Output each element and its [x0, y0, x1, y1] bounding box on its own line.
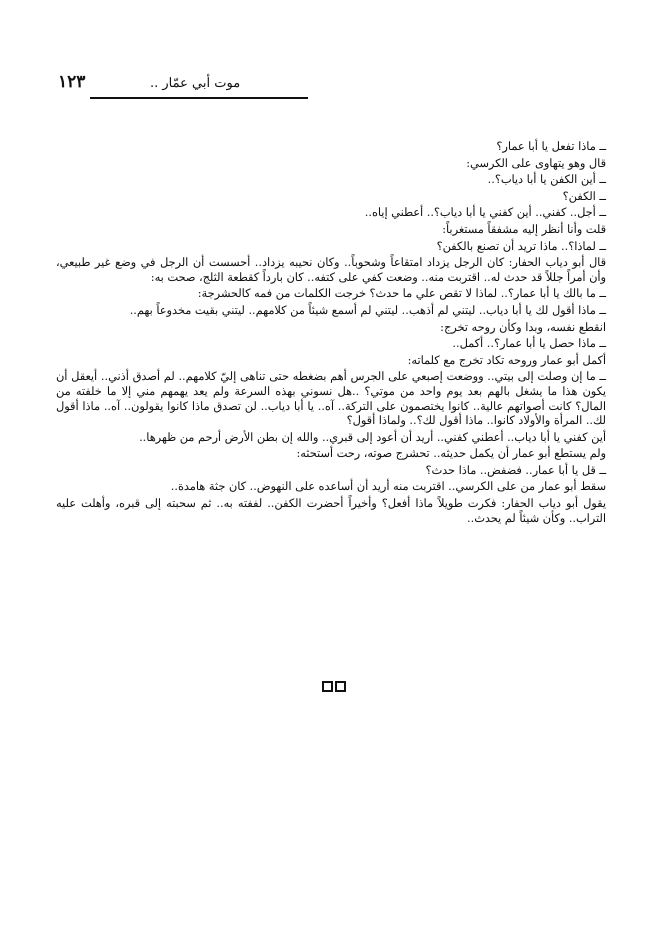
- paragraph: ولم يستطع أبو عمار أن يكمل حديثه.. تحشرج صوته، رحت أستحثه:: [296, 447, 606, 461]
- running-title: موت أبي عمّار ..: [150, 76, 241, 91]
- end-mark: [322, 681, 348, 695]
- paragraph: ــ ماذا حصل يا أبا عمار؟.. أكمل..: [452, 337, 606, 351]
- paragraph: ــ أجل.. كفني.. أين كفني يا أبا دياب؟.. أعطني إياه..: [364, 206, 606, 220]
- paragraph: يقول أبو دياب الحفار: فكرت طويلاً ماذا أفعل؟ وأخيراً أحضرت الكفن.. لففته به.. ثم سحبته إلى قبره، وأهلت عليه التراب.. وكأن شيئاً لم يحدث..: [56, 497, 606, 525]
- paragraph: ــ ما إن وصلت إلى بيتي.. ووضعت إصبعي على الجرس أهم بضغطه حتى تناهى إليّ كلامهم.. لم أصدق أذني.. أيعقل أن يكون هذا ما يشغل بالهم بعد يوم واحد من موتي؟ ..هل نسوني بهذه السرعة ولم يعد يهمهم مني إلا ما خلفته من المال؟ كانت أصواتهم عالية.. كانوا يختصمون على التركة.. آه.. يا أبا دياب.. لن تصدق ماذا كانوا يقولون.. آه.. ماذا أقول لك.. المرأة والأولاد كانوا.. ماذا أقول لك؟.. ولماذا أقول؟: [56, 370, 606, 428]
- end-square-icon: [335, 681, 346, 692]
- paragraph: ــ ما بالك يا أبا عمار؟.. لماذا لا تقص علي ما حدث؟ خرجت الكلمات من فمه كالحشرجة:: [197, 287, 606, 301]
- header-rule: [90, 97, 308, 99]
- paragraph: ــ ماذا تفعل يا أبا عمار؟: [496, 140, 606, 153]
- paragraph: ــ ماذا أقول لك يا أبا دياب.. ليتني لم أذهب.. ليتني لم أسمع شيئاً من كلامهم.. ليتني بقيت مخدوعاً بهم..: [129, 303, 606, 317]
- paragraph: ــ لماذا؟.. ماذا تريد أن تصنع بالكفن؟: [436, 239, 606, 253]
- paragraph: قال أبو دياب الحفار: كان الرجل يزداد امتقاعاً وشحوباً.. وكان نحيبه يزداد.. أحسست أن الرجل في وضع غير طبيعي، وأن أمراً جللاً قد حدث له.. اقتربت منه.. وضعت كفي على كتفه.. كان بارداً كقطعة الثلج، صحت به:: [56, 256, 606, 284]
- paragraph: سقط أبو عمار من على الكرسي.. اقتربت منه أريد أن أساعده على النهوض.. كان جثة هامدة..: [170, 480, 606, 494]
- paragraph: أكمل أبو عمار وروحه تكاد تخرج مع كلماته:: [407, 353, 606, 367]
- paragraph: انقطع نفسه، وبدا وكأن روحه تخرج:: [440, 320, 606, 334]
- body-text: [56, 140, 606, 528]
- end-square-icon: [322, 681, 333, 692]
- paragraph: ــ أين الكفن يا أبا دياب؟..: [487, 173, 606, 187]
- paragraph: ــ قل يا أبا عمار.. فضفض.. ماذا حدث؟: [425, 463, 606, 477]
- page-number: ١٢٣: [58, 72, 86, 92]
- paragraph: قال وهو يتهاوى على الكرسي:: [466, 156, 606, 170]
- paragraph: قلت وأنا أنظر إليه مشفقاً مستغرباً:: [442, 222, 606, 236]
- paragraph: ــ الكفن؟: [562, 189, 606, 203]
- paragraph: أين كفني يا أبا دياب.. أعطني كفني.. أريد أن أعود إلى قبري.. والله إن بطن الأرض أرحم من ظهرها..: [139, 430, 606, 444]
